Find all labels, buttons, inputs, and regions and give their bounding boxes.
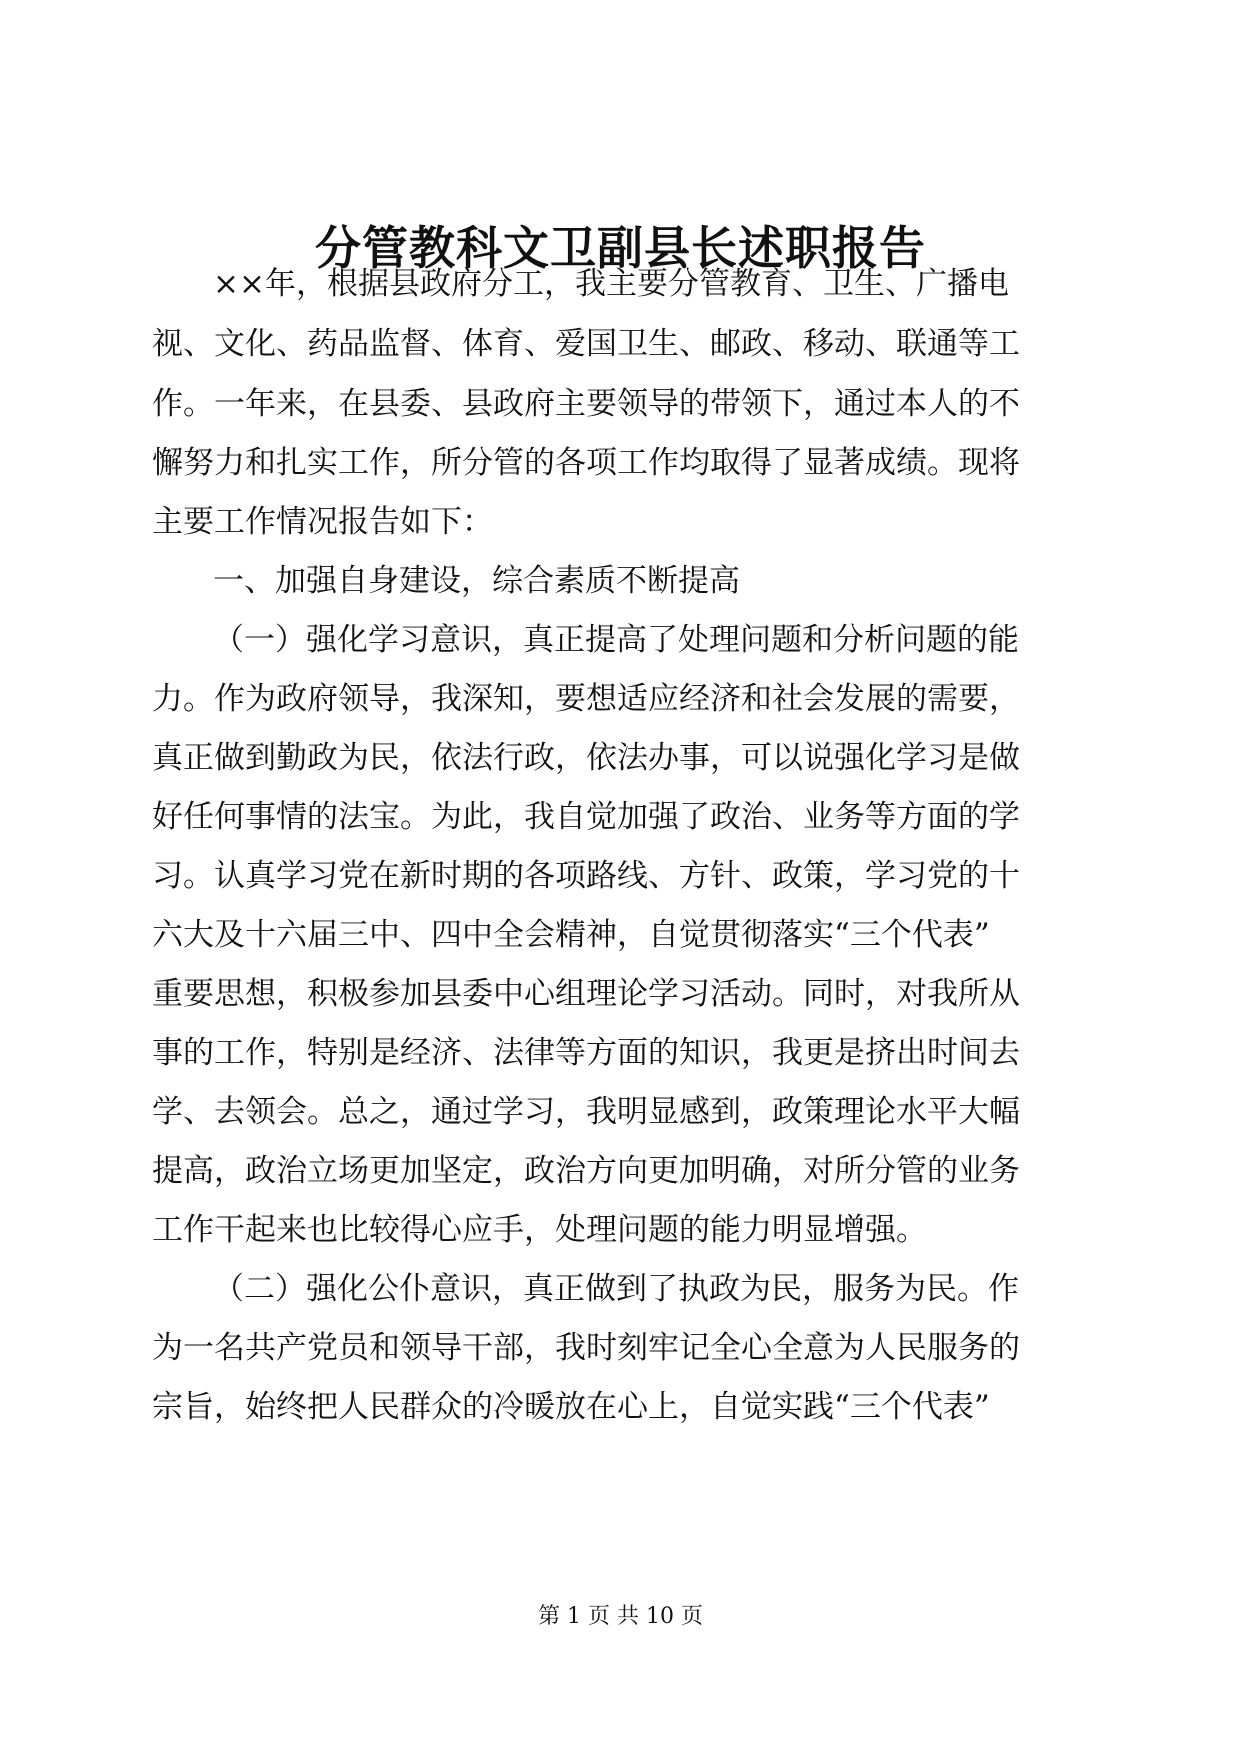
text-line: 事的工作，特别是经济、法律等方面的知识，我更是挤出时间去 (152, 1035, 1020, 1071)
text-line: 宗旨，始终把人民群众的冷暖放在心上，自觉实践“三个代表” (152, 1389, 990, 1425)
text-line: 力。作为政府领导，我深知，要想适应经济和社会发展的需要， (152, 681, 1020, 717)
text-line: 视、文化、药品监督、体育、爱国卫生、邮政、移动、联通等工 (152, 326, 1020, 362)
text-line: 工作干起来也比较得心应手，处理问题的能力明显增强。 (152, 1212, 927, 1248)
section-heading: 一、加强自身建设，综合素质不断提高 (213, 563, 740, 599)
page-number-footer: 第 1 页 共 10 页 (538, 1604, 703, 1629)
text-line: 懈努力和扎实工作，所分管的各项工作均取得了显著成绩。现将 (152, 445, 1020, 481)
text-line: ××年，根据县政府分工，我主要分管教育、卫生、广播电 (213, 266, 1009, 302)
text-line: 作。一年来，在县委、县政府主要领导的带领下，通过本人的不 (152, 386, 1020, 422)
text-line: 学、去领会。总之，通过学习，我明显感到，政策理论水平大幅 (152, 1094, 1020, 1130)
text-line: 真正做到勤政为民，依法行政，依法办事，可以说强化学习是做 (152, 740, 1020, 776)
text-line: 提高，政治立场更加坚定，政治方向更加明确，对所分管的业务 (152, 1153, 1020, 1189)
text-line: 重要思想，积极参加县委中心组理论学习活动。同时，对我所从 (152, 976, 1020, 1012)
text-line: （二）强化公仆意识，真正做到了执政为民，服务为民。作 (213, 1271, 1019, 1307)
text-line: 为一名共产党员和领导干部，我时刻牢记全心全意为人民服务的 (152, 1330, 1020, 1366)
text-line: 习。认真学习党在新时期的各项路线、方针、政策，学习党的十 (152, 858, 1020, 894)
document-title: 分管教科文卫副县长述职报告 (315, 221, 926, 275)
text-line: 主要工作情况报告如下： (152, 504, 493, 540)
text-line: 好任何事情的法宝。为此，我自觉加强了政治、业务等方面的学 (152, 799, 1020, 835)
text-line: （一）强化学习意识，真正提高了处理问题和分析问题的能 (213, 622, 1019, 658)
text-line: 六大及十六届三中、四中全会精神，自觉贯彻落实“三个代表” (152, 917, 990, 953)
